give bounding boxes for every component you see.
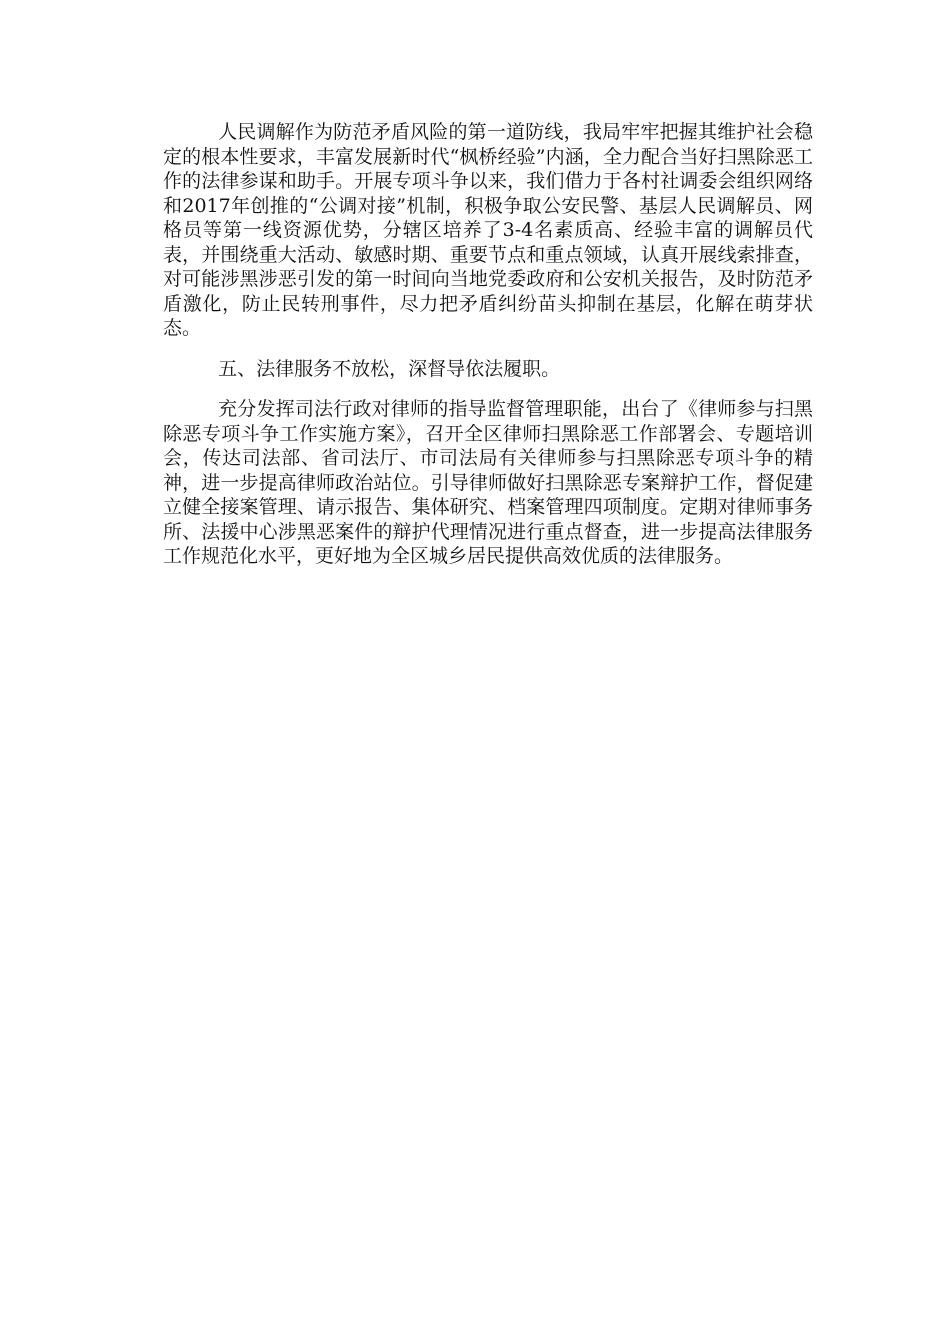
paragraph-people-mediation: 人民调解作为防范矛盾风险的第一道防线，我局牢牢把握其维护社会稳定的根本性要求，丰富发展新时代“枫桥经验”内涵，全力配合当好扫黑除恶工作的法律参谋和助手。开展专项斗争以来，我们借力于各村社调委会组织网络和2017年创推的“公调对接”机制，积极争取公安民警、基层人民调解员、网格员等第一线资源优势，分辖区培养了3-4名素质高、经验丰富的调解员代表，并围绕重大活动、敏感时期、重要节点和重点领域，认真开展线索排查，对可能涉黑涉恶引发的第一时间向当地党委政府和公安机关报告，及时防范矛盾激化，防止民转刑事件，尽力把矛盾纠纷苗头抑制在基层，化解在萌芽状态。 [163,121,813,339]
paragraph-lawyer-supervision: 充分发挥司法行政对律师的指导监督管理职能，出台了《律师参与扫黑除恶专项斗争工作实施方案》，召开全区律师扫黑除恶工作部署会、专题培训会，传达司法部、省司法厅、市司法局有关律师参与扫黑除恶专项斗争的精神，进一步提高律师政治站位。引导律师做好扫黑除恶专案辩护工作，督促建立健全接案管理、请示报告、集体研究、档案管理四项制度。定期对律师事务所、法援中心涉黑恶案件的辩护代理情况进行重点督查，进一步提高法律服务工作规范化水平，更好地为全区城乡居民提供高效优质的法律服务。 [163,398,813,567]
section-heading-legal-services: 五、法律服务不放松，深督导依法履职。 [218,357,561,380]
document-body [163,120,813,585]
